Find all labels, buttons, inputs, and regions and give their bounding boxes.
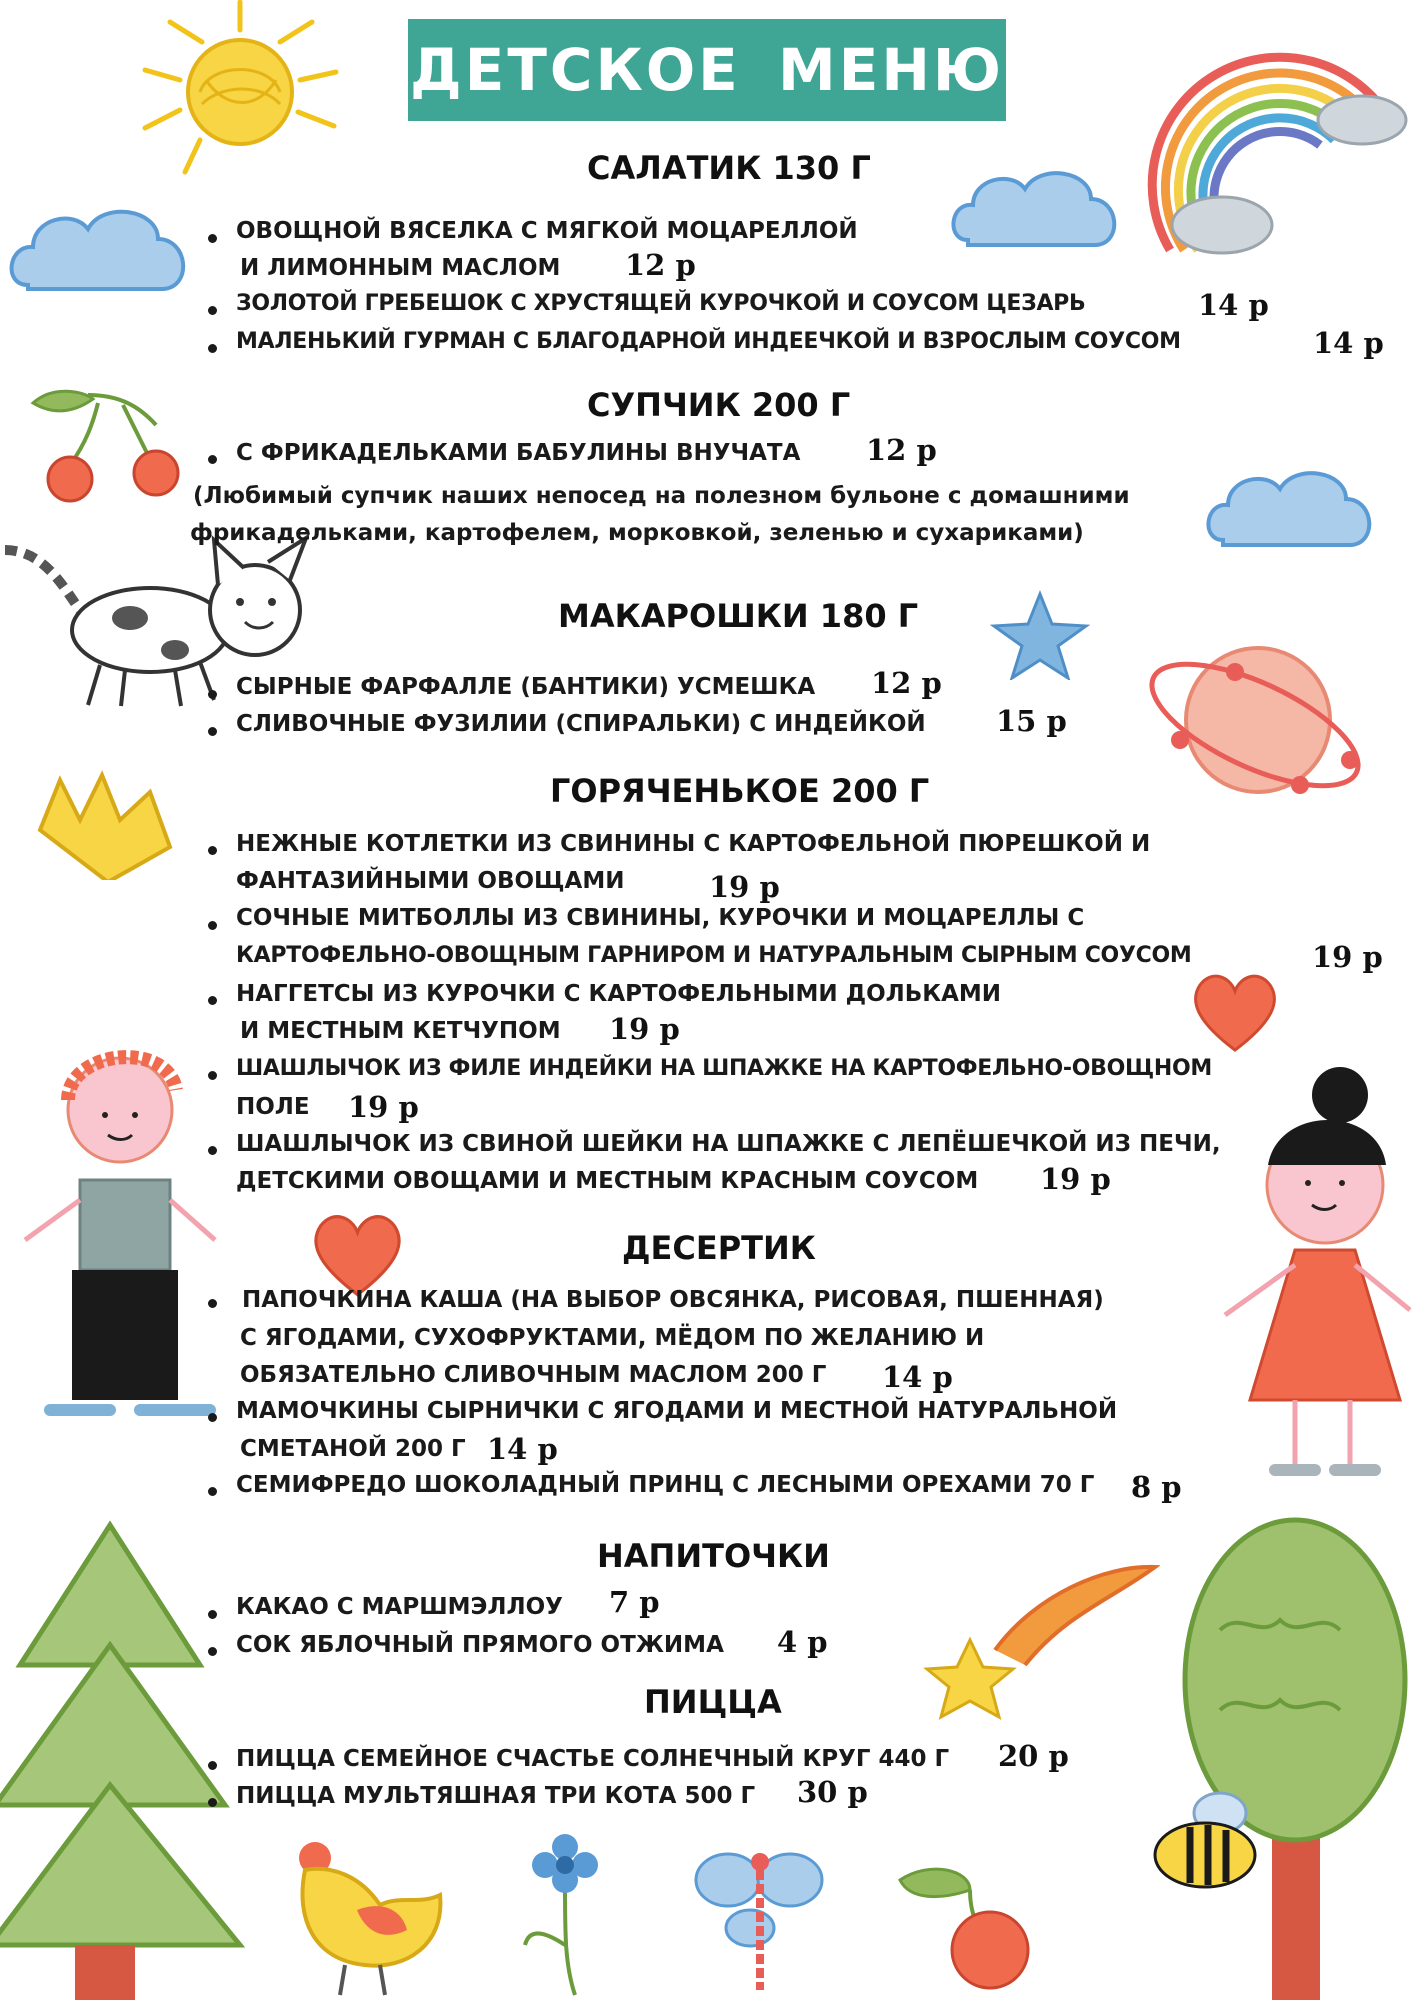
planet-icon — [1140, 620, 1370, 820]
chicken-icon — [285, 1830, 455, 2000]
bullet — [208, 1798, 217, 1807]
bullet — [208, 306, 217, 315]
menu-item-price: 4 р — [777, 1625, 828, 1659]
fir-tree-icon — [0, 1515, 245, 2000]
section-heading-salad: САЛАТИК 130 Г — [587, 149, 871, 187]
menu-item-name: ОВОЩНОЙ ВЯСЕЛКА С МЯГКОЙ МОЦАРЕЛЛОЙ — [236, 218, 858, 244]
bullet — [208, 344, 217, 353]
menu-item-price: 19 р — [1040, 1162, 1111, 1196]
apple-icon — [890, 1850, 1070, 1990]
menu-item-price: 12 р — [871, 666, 942, 700]
menu-item-name: СЛИВОЧНЫЕ ФУЗИЛИИ (СПИРАЛЬКИ) С ИНДЕЙКОЙ — [236, 711, 926, 737]
bullet — [208, 1071, 217, 1080]
cloud-icon — [950, 150, 1135, 270]
tree-icon — [1180, 1510, 1410, 2000]
menu-item-price: 8 р — [1131, 1470, 1182, 1504]
bullet — [208, 234, 217, 243]
sun-icon — [140, 0, 340, 190]
menu-item-name: МАЛЕНЬКИЙ ГУРМАН С БЛАГОДАРНОЙ ИНДЕЕЧКОЙ И ВЗРОСЛЫМ СОУСОМ — [236, 329, 1181, 354]
bullet — [208, 455, 217, 464]
menu-item-price: 14 р — [487, 1432, 558, 1466]
section-heading-soup: СУПЧИК 200 Г — [587, 386, 851, 424]
menu-item-name-cont: ПОЛЕ — [236, 1094, 310, 1120]
menu-item-name-cont: КАРТОФЕЛЬНО-ОВОЩНЫМ ГАРНИРОМ И НАТУРАЛЬНЫМ СЫРНЫМ СОУСОМ — [236, 943, 1192, 968]
cherry-icon — [28, 385, 198, 505]
menu-item-name: СОК ЯБЛОЧНЫЙ ПРЯМОГО ОТЖИМА — [236, 1632, 724, 1658]
menu-item-description: (Любимый супчик наших непосед на полезном бульоне с домашними — [193, 483, 1130, 509]
section-heading-pizza: ПИЦЦА — [644, 1683, 782, 1721]
girl-icon — [1220, 1065, 1414, 1485]
menu-item-name: СЕМИФРЕДО ШОКОЛАДНЫЙ ПРИНЦ С ЛЕСНЫМИ ОРЕХАМИ 70 Г — [236, 1472, 1095, 1498]
menu-item-name: НЕЖНЫЕ КОТЛЕТКИ ИЗ СВИНИНЫ С КАРТОФЕЛЬНОЙ ПЮРЕШКОЙ И — [236, 831, 1151, 857]
menu-item-name: ПИЦЦА МУЛЬТЯШНАЯ ТРИ КОТА 500 Г — [236, 1783, 756, 1809]
menu-title-banner — [408, 19, 1006, 121]
menu-item-price: 14 р — [1313, 326, 1384, 360]
bullet — [208, 1299, 217, 1308]
crown-icon — [30, 760, 200, 880]
menu-item-name: СЫРНЫЕ ФАРФАЛЛЕ (БАНТИКИ) УСМЕШКА — [236, 674, 816, 700]
bullet — [208, 996, 217, 1005]
menu-item-name-cont: ОБЯЗАТЕЛЬНО СЛИВОЧНЫМ МАСЛОМ 200 Г — [240, 1362, 827, 1388]
flower-icon — [515, 1825, 615, 2000]
menu-item-price: 20 р — [998, 1739, 1069, 1773]
section-heading-dessert: ДЕСЕРТИК — [622, 1229, 816, 1267]
menu-item-name: ЗОЛОТОЙ ГРЕБЕШОК С ХРУСТЯЩЕЙ КУРОЧКОЙ И СОУСОМ ЦЕЗАРЬ — [236, 291, 1086, 316]
menu-item-name: ПИЦЦА СЕМЕЙНОЕ СЧАСТЬЕ СОЛНЕЧНЫЙ КРУГ 440 Г — [236, 1746, 950, 1772]
menu-item-price: 14 р — [882, 1360, 953, 1394]
menu-item-name: КАКАО С МАРШМЭЛЛОУ — [236, 1594, 563, 1620]
menu-item-name: С ФРИКАДЕЛЬКАМИ БАБУЛИНЫ ВНУЧАТА — [236, 440, 801, 466]
section-heading-hot: ГОРЯЧЕНЬКОЕ 200 Г — [550, 772, 930, 810]
menu-item-price: 7 р — [609, 1585, 660, 1619]
menu-item-name: НАГГЕТСЫ ИЗ КУРОЧКИ С КАРТОФЕЛЬНЫМИ ДОЛЬКАМИ — [236, 981, 1002, 1007]
shooting-star-icon — [915, 1555, 1160, 1730]
menu-item-price: 19 р — [1312, 940, 1383, 974]
menu-item-price: 19 р — [709, 870, 780, 904]
bullet — [208, 1610, 217, 1619]
menu-item-name: МАМОЧКИНЫ СЫРНИЧКИ С ЯГОДАМИ И МЕСТНОЙ НАТУРАЛЬНОЙ — [236, 1398, 1118, 1424]
menu-item-price: 19 р — [609, 1012, 680, 1046]
bullet — [208, 1413, 217, 1422]
bullet — [208, 846, 217, 855]
star-icon — [990, 590, 1090, 680]
bullet — [208, 727, 217, 736]
menu-item-price: 12 р — [625, 248, 696, 282]
menu-item-name-cont: И МЕСТНЫМ КЕТЧУПОМ — [240, 1018, 561, 1044]
section-heading-pasta: МАКАРОШКИ 180 Г — [558, 597, 919, 635]
dragonfly-icon — [690, 1840, 830, 2000]
bullet — [208, 1761, 217, 1770]
section-heading-drinks: НАПИТОЧКИ — [597, 1537, 830, 1575]
menu-item-description: фрикадельками, картофелем, морковкой, зеленью и сухариками) — [190, 520, 1084, 546]
bullet — [208, 690, 217, 699]
menu-item-name: ШАШЛЫЧОК ИЗ ФИЛЕ ИНДЕЙКИ НА ШПАЖКЕ НА КАРТОФЕЛЬНО-ОВОЩНОМ — [236, 1056, 1213, 1081]
menu-item-name: ПАПОЧКИНА КАША (НА ВЫБОР ОВСЯНКА, РИСОВАЯ, ПШЕННАЯ) — [242, 1287, 1104, 1313]
menu-item-name: СОЧНЫЕ МИТБОЛЛЫ ИЗ СВИНИНЫ, КУРОЧКИ И МОЦАРЕЛЛЫ С — [236, 905, 1085, 931]
bullet — [208, 1647, 217, 1656]
menu-item-name-cont: ДЕТСКИМИ ОВОЩАМИ И МЕСТНЫМ КРАСНЫМ СОУСОМ — [236, 1168, 979, 1194]
rainbow-icon — [1140, 20, 1410, 260]
heart-icon — [1190, 970, 1280, 1055]
menu-item-price: 12 р — [866, 433, 937, 467]
menu-item-price: 19 р — [348, 1090, 419, 1124]
menu-title: ДЕТСКОЕ МЕНЮ — [410, 36, 1004, 104]
menu-item-name-cont: И ЛИМОННЫМ МАСЛОМ — [240, 255, 561, 281]
menu-item-price: 15 р — [996, 704, 1067, 738]
menu-item-price: 30 р — [797, 1775, 868, 1809]
bullet — [208, 921, 217, 930]
menu-item-name-cont: СМЕТАНОЙ 200 Г — [240, 1436, 466, 1462]
bullet — [208, 1146, 217, 1155]
cloud-icon — [8, 195, 198, 325]
bee-icon — [1150, 1785, 1265, 1895]
menu-item-name-cont: ФАНТАЗИЙНЫМИ ОВОЩАМИ — [236, 868, 625, 894]
menu-item-price: 14 р — [1198, 288, 1269, 322]
menu-item-name-cont: С ЯГОДАМИ, СУХОФРУКТАМИ, МЁДОМ ПО ЖЕЛАНИЮ И — [240, 1325, 985, 1351]
cloud-icon — [1205, 450, 1395, 570]
bullet — [208, 1487, 217, 1496]
menu-item-name: ШАШЛЫЧОК ИЗ СВИНОЙ ШЕЙКИ НА ШПАЖКЕ С ЛЕПЁШЕЧКОЙ ИЗ ПЕЧИ, — [236, 1131, 1221, 1157]
boy-icon — [10, 1050, 220, 1430]
